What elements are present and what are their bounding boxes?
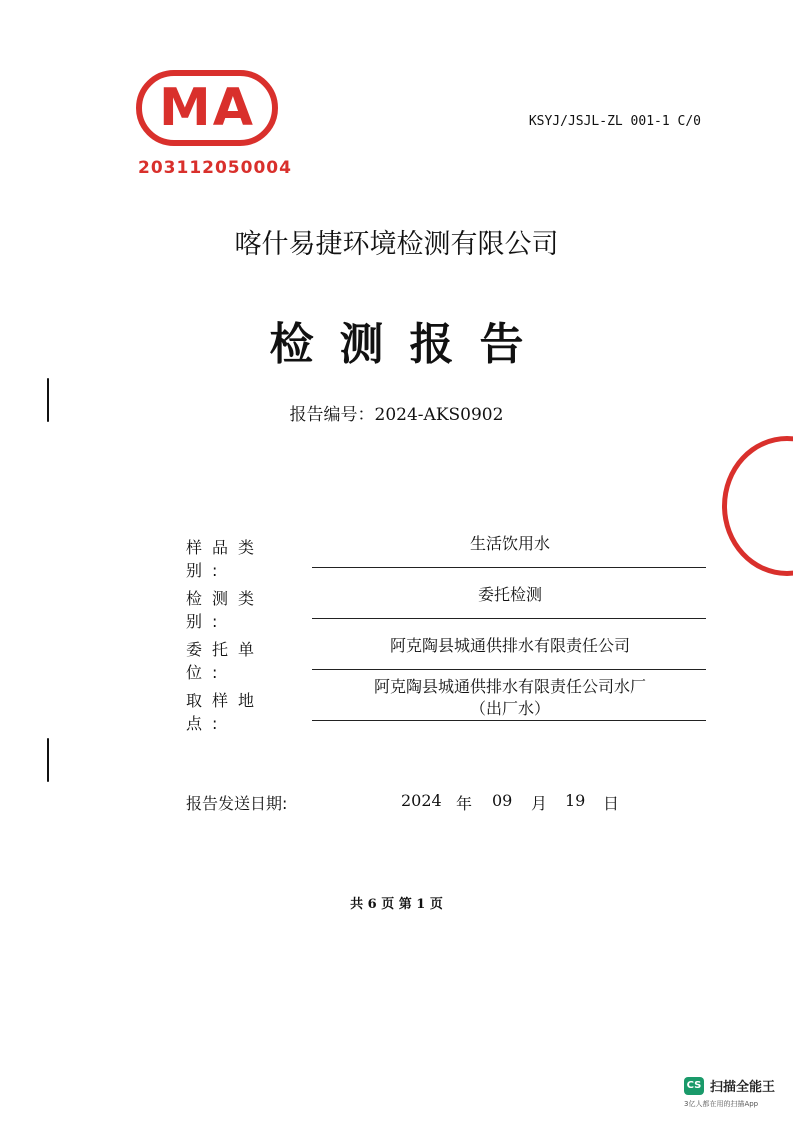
underline xyxy=(312,669,706,670)
field-value: 委托检测 xyxy=(477,585,542,604)
cma-stamp-code: 203112050004 xyxy=(138,158,292,178)
underline xyxy=(312,720,706,721)
field-value: 阿克陶县城通供排水有限责任公司水厂 xyxy=(373,677,646,696)
field-value: 阿克陶县城通供排水有限责任公司 xyxy=(389,636,630,655)
scanner-brand-name: 扫描全能王 xyxy=(710,1080,776,1095)
send-date-month-unit: 月 xyxy=(531,794,548,813)
send-date-label: 报告发送日期: xyxy=(186,794,288,813)
underline xyxy=(312,618,706,619)
send-date-day-unit: 日 xyxy=(603,794,620,813)
field-label: 检测类别: xyxy=(186,589,265,631)
field-value-line2: （出厂水） xyxy=(469,699,550,718)
send-date-month: 09 xyxy=(492,791,513,810)
field-label: 样品类别: xyxy=(186,538,265,580)
page-title: 检测报告 xyxy=(269,319,550,370)
field-value: 生活饮用水 xyxy=(469,534,550,553)
field-label: 委托单位: xyxy=(186,640,265,682)
report-number: 报告编号：2024-AKS0902 xyxy=(289,405,504,425)
page-info: 共 6 页 第 1 页 xyxy=(350,897,443,912)
company-seal xyxy=(722,436,793,576)
cma-stamp xyxy=(136,70,278,146)
company-name: 喀什易捷环境检测有限公司 xyxy=(234,229,559,260)
scanner-tagline: 3亿人都在用的扫描App xyxy=(684,1100,759,1108)
document-code: KSYJ/JSJL-ZL 001-1 C/0 xyxy=(528,114,701,129)
send-date-year-unit: 年 xyxy=(456,794,473,813)
binder-mark xyxy=(47,378,49,422)
field-label: 取样地点: xyxy=(186,691,265,733)
send-date-year: 2024 xyxy=(401,791,442,810)
cma-stamp-letters: MA xyxy=(159,78,255,138)
camscanner-logo-icon: CS xyxy=(684,1077,704,1095)
send-date-day: 19 xyxy=(565,791,586,810)
scanner-watermark xyxy=(684,1076,775,1095)
binder-mark xyxy=(47,738,49,782)
underline xyxy=(312,567,706,568)
